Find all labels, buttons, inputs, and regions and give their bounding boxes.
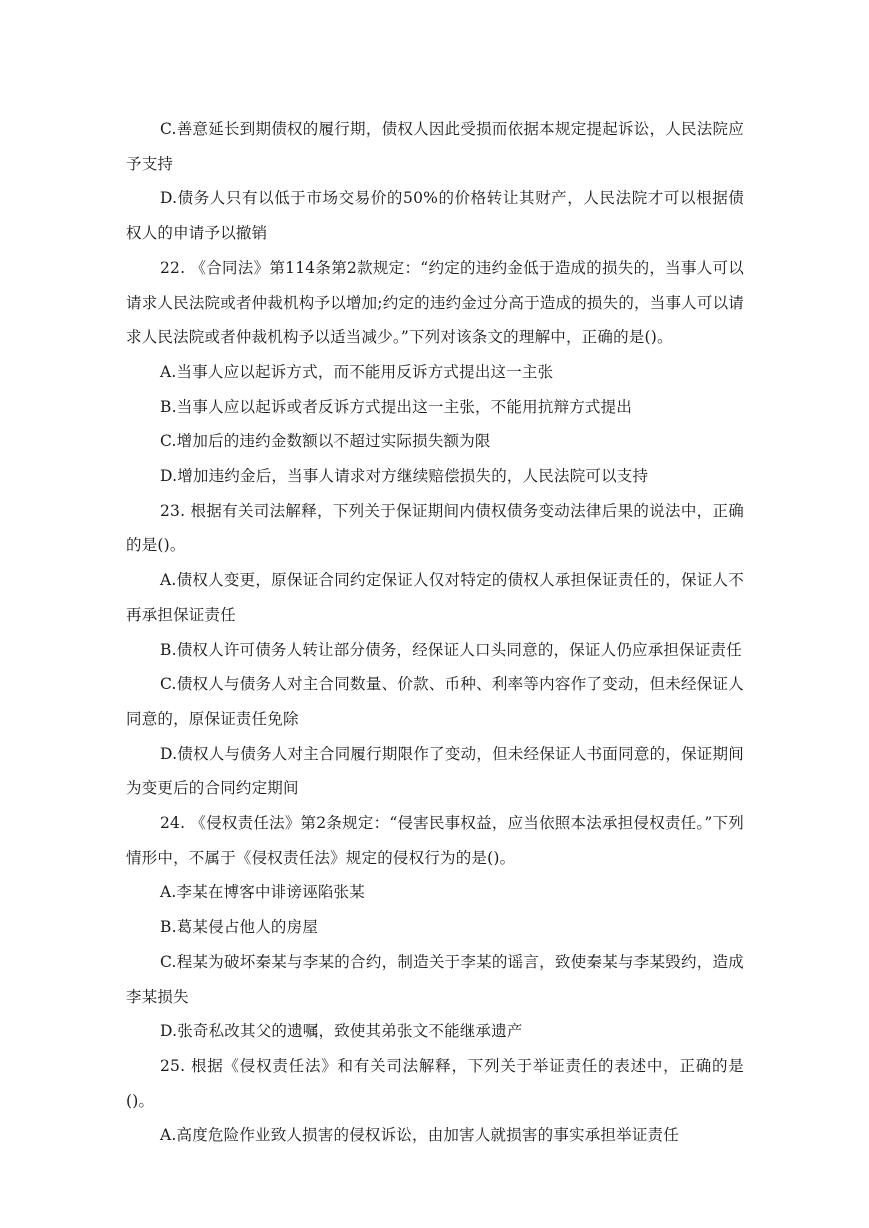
option-23a: A.债权人变更，原保证合同约定保证人仅对特定的债权人承担保证责任的，保证人不再承担保证责任 bbox=[126, 571, 744, 624]
question-24: 24. 《侵权责任法》第2条规定：“侵害民事权益，应当依照本法承担侵权责任。”下列情形中，不属于《侵权责任法》规定的侵权行为的是()。 bbox=[126, 814, 744, 867]
option-23b: B.债权人许可债务人转让部分债务，经保证人口头同意的，保证人仍应承担保证责任 bbox=[160, 640, 742, 659]
option-21c: C.善意延长到期债权的履行期，债权人因此受损而依据本规定提起诉讼，人民法院应予支持 bbox=[126, 120, 744, 173]
option-25a: A.高度危险作业致人损害的侵权诉讼，由加害人就损害的事实承担举证责任 bbox=[160, 1126, 679, 1145]
option-23d: D.债权人与债务人对主合同履行期限作了变动，但未经保证人书面同意的，保证期间为变更后的合同约定期间 bbox=[126, 744, 744, 798]
option-22b: B.当事人应以起诉或者反诉方式提出这一主张，不能用抗辩方式提出 bbox=[160, 397, 633, 416]
question-25: 25. 根据《侵权责任法》和有关司法解释，下列关于举证责任的表述中，正确的是()。 bbox=[126, 1056, 744, 1110]
option-22c: C.增加后的违约金数额以不超过实际损失额为限 bbox=[160, 432, 491, 451]
option-24d: D.张奇私改其父的遗嘱，致使其弟张文不能继承遗产 bbox=[160, 1022, 523, 1041]
option-23c: C.债权人与债务人对主合同数量、价款、币种、利率等内容作了变动，但未经保证人同意的，原保证责任免除 bbox=[126, 675, 744, 728]
document-body bbox=[126, 112, 744, 1153]
option-24c: C.程某为破坏秦某与李某的合约，制造关于李某的谣言，致使秦某与李某毁约，造成李某损失 bbox=[126, 952, 744, 1006]
option-22a: A.当事人应以起诉方式，而不能用反诉方式提出这一主张 bbox=[160, 362, 554, 381]
option-21d: D.债务人只有以低于市场交易价的50%的价格转让其财产，人民法院才可以根据债权人的申请予以撤销 bbox=[126, 189, 744, 243]
option-24a: A.李某在博客中诽谤诬陷张某 bbox=[160, 883, 365, 902]
question-22: 22. 《合同法》第114条第2款规定：“约定的违约金低于造成的损失的，当事人可以请求人民法院或者仲裁机构予以增加;约定的违约金过分高于造成的损失的，当事人可以请求人民法院或者仲裁机构予以适当减少。”下列对该条文的理解中，正确的是()。 bbox=[126, 258, 744, 347]
option-22d: D.增加违约金后，当事人请求对方继续赔偿损失的，人民法院可以支持 bbox=[160, 467, 649, 486]
option-24b: B.葛某侵占他人的房屋 bbox=[160, 918, 319, 937]
question-23: 23. 根据有关司法解释，下列关于保证期间内债权债务变动法律后果的说法中，正确的是()。 bbox=[126, 501, 744, 555]
